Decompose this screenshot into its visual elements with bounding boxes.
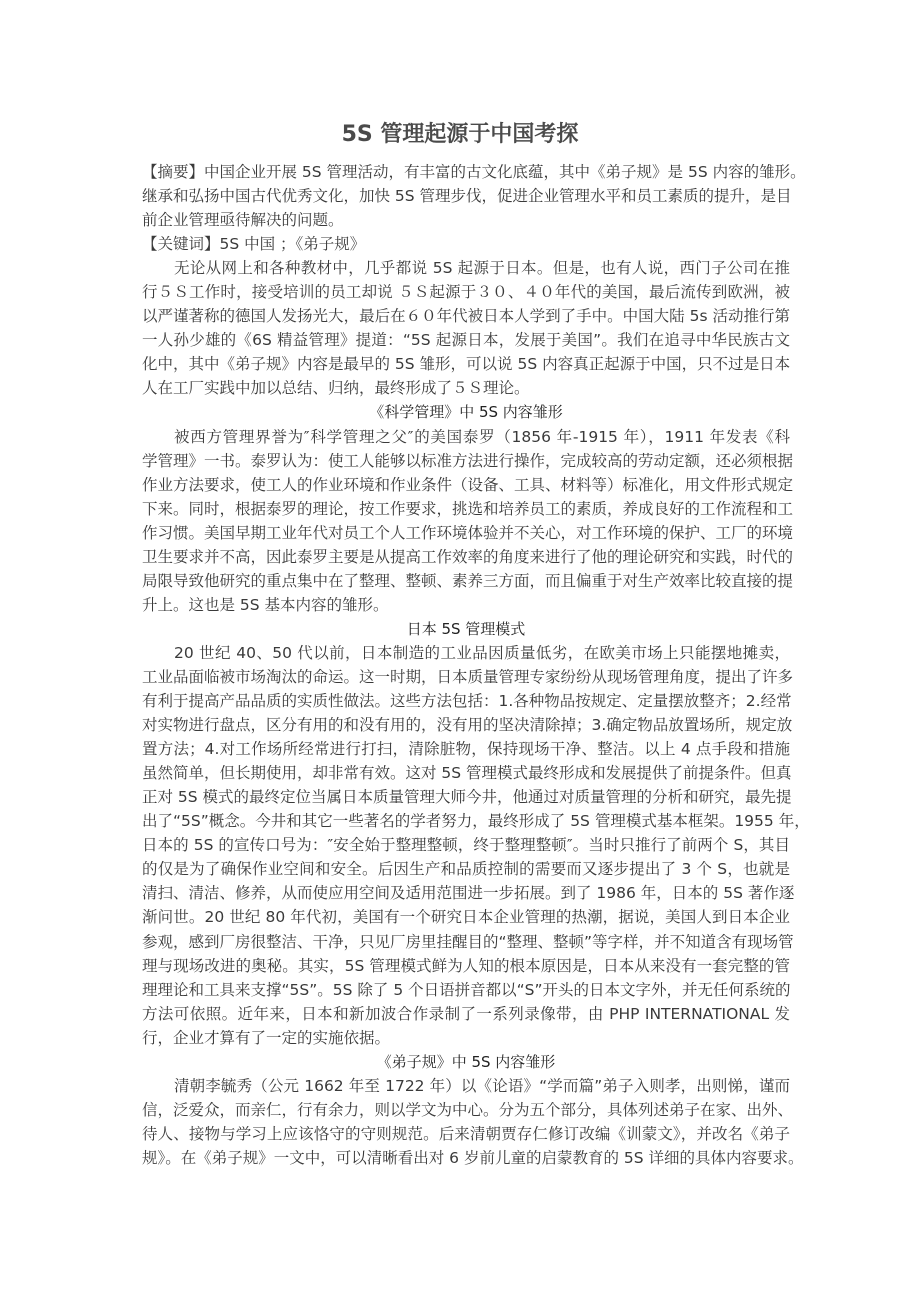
text-line: 【关键词】5S 中国 ；《弟子规》 <box>142 235 366 254</box>
text-line: 置方法；4.对工作场所经常进行打扫，清除脏物，保持现场干净、整洁。以上 4 点手段和措施 <box>142 740 790 759</box>
text-line: 虽然简单，但长期使用，却非常有效。这对 5S 管理模式最终形成和发展提供了前提条件。但真 <box>142 764 792 783</box>
text-line: 行，企业才算有了一定的实施依据。 <box>142 1028 391 1047</box>
section-heading <box>142 617 790 641</box>
text-line: 作业方法要求，使工人的作业环境和作业条件（设备、工具、材料等）标准化，用文件形式规定 <box>142 475 794 494</box>
text-line: 清朝李毓秀（公元 1662 年至 1722 年）以《论语》“学而篇”弟子入则孝，出则悌，谨而 <box>174 1076 790 1095</box>
heading-text: 日本 5S 管理模式 <box>406 619 526 638</box>
text-line: 有利于提高产品品质的实质性做法。这些方法包括：1.各种物品按规定、定量摆放整齐；2.经常 <box>142 692 792 711</box>
text-line: 信，泛爱众，而亲仁，行有余力，则以学文为中心。分为五个部分，具体列述弟子在家、出外、 <box>142 1100 794 1119</box>
paragraph <box>142 425 794 617</box>
text-line: 理与现场改进的奥秘。其实，5S 管理模式鲜为人知的根本原因是，日本从来没有一套完整的管 <box>142 956 790 975</box>
paragraph <box>142 256 790 400</box>
text-line: 以严谨著称的德国人发扬光大，最后在６０年代被日本人学到了手中。中国大陆 5s 活动推行第 <box>142 307 790 326</box>
text-line: 规》。在《弟子规》一文中，可以清晰看出对 6 岁前儿童的启蒙教育的 5S 详细的具体内容要求。 <box>142 1148 804 1167</box>
document-title: 5S 管理起源于中国考探 <box>341 122 579 147</box>
text-line: 升上。这也是 5S 基本内容的雏形。 <box>142 595 389 614</box>
text-line: 前企业管理亟待解决的问题。 <box>142 211 344 230</box>
text-line: 日本的 5S 的宣传口号为：″安全始于整理整顿，终于整理整顿″。当时只推行了前两个 S，其目 <box>142 836 790 855</box>
paragraph <box>142 160 806 232</box>
text-line: 待人、接物与学习上应该恪守的守则规范。后来清朝贾存仁修订改编《训蒙文》，并改名《弟子 <box>142 1124 790 1143</box>
text-line: 卫生要求并不高，因此泰罗主要是从提高工作效率的角度来进行了他的理论研究和实践，时代的 <box>142 547 794 566</box>
text-line: 局限导致他研究的重点集中在了整理、整顿、素养三方面，而且偏重于对生产效率比较直接的提 <box>142 571 794 590</box>
text-line: 下来。同时，根据泰罗的理论，按工作要求，挑选和培养员工的素质，养成良好的工作流程和工 <box>142 499 794 518</box>
text-line: 对实物进行盘点，区分有用的和没有用的，没有用的坚决清除掉；3.确定物品放置场所，规定放 <box>142 716 793 735</box>
paragraph <box>142 1074 804 1170</box>
text-line: 继承和弘扬中国古代优秀文化，加快 5S 管理步伐，促进企业管理水平和员工素质的提升，是目 <box>142 187 792 206</box>
text-line: 出了“5S”概念。今井和其它一些著名的学者努力，最终形成了 5S 管理模式基本框架。1955 年， <box>142 812 810 831</box>
heading-text: 《弟子规》中 5S 内容雏形 <box>376 1052 556 1071</box>
text-line: 20 世纪 40、50 代以前，日本制造的工业品因质量低劣，在欧美市场上只能摆地摊卖， <box>174 643 790 662</box>
heading-text: 《科学管理》中 5S 内容雏形 <box>369 403 563 422</box>
text-line: 【摘要】中国企业开展 5S 管理活动，有丰富的古文化底蕴，其中《弟子规》是 5S 内容的雏形。 <box>142 163 806 181</box>
section-heading <box>142 400 790 424</box>
text-line: 方法可依照。近年来，日本和新加波合作录制了一系列录像带，由 PHP INTERNATIONAL 发 <box>142 1004 790 1023</box>
text-line: 学管理》一书。泰罗认为：使工人能够以标准方法进行操作，完成较高的劳动定额，还必须根据 <box>142 451 794 470</box>
document-body <box>142 160 810 1170</box>
text-line: 正对 5S 模式的最终定位当属日本质量管理大师今井，他通过对质量管理的分析和研究，最先提 <box>142 788 792 807</box>
paragraph <box>142 641 810 1050</box>
text-line: 被西方管理界誉为″科学管理之父″的美国泰罗（1856 年-1915 年），1911 年发表《科 <box>174 427 790 446</box>
text-line: 一人孙少雄的《6S 精益管理》提道：“5S 起源日本，发展于美国”。我们在追寻中华民族古文 <box>142 331 790 350</box>
text-line: 理理论和工具来支撑“5S”。5S 除了 5 个日语拼音都以“S”开头的日本文字外，并无任何系统的 <box>142 980 791 999</box>
text-line: 参观，感到厂房很整洁、干净，只见厂房里挂醒目的“整理、整顿”等字样，并不知道含有现场管 <box>142 932 794 951</box>
text-line: 作习惯。美国早期工业年代对员工个人工作环境体验并不关心，对工作环境的保护、工厂的环境 <box>142 523 794 542</box>
section-heading <box>142 1050 790 1074</box>
text-line: 的仅是为了确保作业空间和安全。后因生产和品质控制的需要而又逐步提出了 3 个 S，也就是 <box>142 860 791 879</box>
text-line: 行５Ｓ工作时，接受培训的员工却说 ５Ｓ起源于３０、４０年代的美国，最后流传到欧洲，被 <box>142 283 790 302</box>
text-line: 无论从网上和各种教材中，几乎都说 5S 起源于日本。但是，也有人说，西门子公司在推 <box>174 259 790 278</box>
text-line: 人在工厂实践中加以总结、归纳，最终形成了５Ｓ理论。 <box>142 379 530 398</box>
paragraph <box>142 232 790 256</box>
text-line: 渐问世。20 世纪 80 年代初，美国有一个研究日本企业管理的热潮，据说，美国人到日本企业 <box>142 908 790 927</box>
text-line: 清扫、清洁、修养，从而使应用空间及适用范围进一步拓展。到了 1986 年，日本的 5S 著作逐 <box>142 884 795 903</box>
text-line: 工业品面临被市场淘汰的命运。这一时期，日本质量管理专家纷纷从现场管理角度，提出了许多 <box>142 667 794 686</box>
text-line: 化中，其中《弟子规》内容是最早的 5S 雏形，可以说 5S 内容真正起源于中国，只不过是日本 <box>142 355 791 374</box>
